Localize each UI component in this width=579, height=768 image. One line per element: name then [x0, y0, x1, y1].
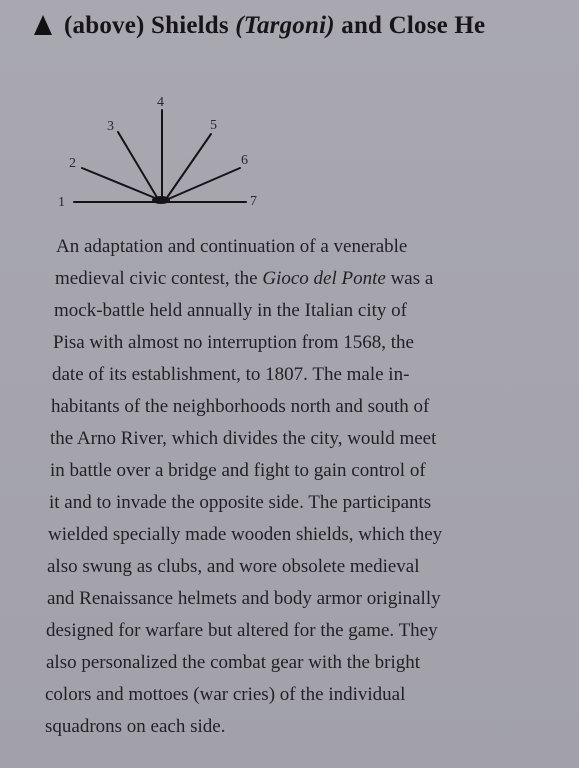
text-line: medieval civic contest, the Gioco del Ponte was a — [55, 268, 434, 289]
up-arrow-icon — [34, 15, 52, 35]
label-1: 1 — [58, 195, 65, 210]
label-4: 4 — [157, 95, 164, 110]
text-line: it and to invade the opposite side. The participants — [49, 492, 432, 513]
text-line: An adaptation and continuation of a venerable — [56, 236, 408, 257]
heading-suffix: and Close He — [334, 12, 486, 39]
text-line: also swung as clubs, and wore obsolete medieval — [47, 556, 420, 577]
text-line: colors and mottoes (war cries) of the individual — [45, 684, 406, 705]
heading-italic-term: (Targoni) — [235, 12, 335, 39]
text-line: designed for warfare but altered for the game. They — [46, 620, 438, 641]
text-line: Pisa with almost no interruption from 1568, the — [53, 332, 414, 353]
label-2: 2 — [69, 156, 76, 171]
text-line: in battle over a bridge and fight to gain control of — [50, 460, 426, 481]
ray-3 — [118, 132, 158, 199]
label-7: 7 — [250, 194, 257, 209]
text-line: the Arno River, which divides the city, would meet — [50, 428, 437, 449]
shield-position-diagram — [50, 88, 280, 218]
text-line: and Renaissance helmets and body armor originally — [47, 588, 441, 609]
event-name: Gioco del Ponte — [262, 268, 386, 289]
text-line: squadrons on each side. — [45, 716, 226, 737]
heading-prefix: (above) Shields — [64, 12, 236, 39]
text-line: also personalized the combat gear with the bright — [46, 652, 421, 673]
label-5: 5 — [210, 118, 217, 133]
label-3: 3 — [107, 119, 114, 134]
text-line: habitants of the neighborhoods north and south of — [51, 396, 430, 417]
text-line: wielded specially made wooden shields, which they — [48, 524, 443, 545]
pivot-dot — [152, 196, 170, 204]
caption-heading — [34, 12, 485, 40]
label-6: 6 — [241, 153, 248, 168]
text-line: date of its establishment, to 1807. The male in- — [52, 364, 410, 385]
text-line: mock-battle held annually in the Italian city of — [54, 300, 407, 321]
